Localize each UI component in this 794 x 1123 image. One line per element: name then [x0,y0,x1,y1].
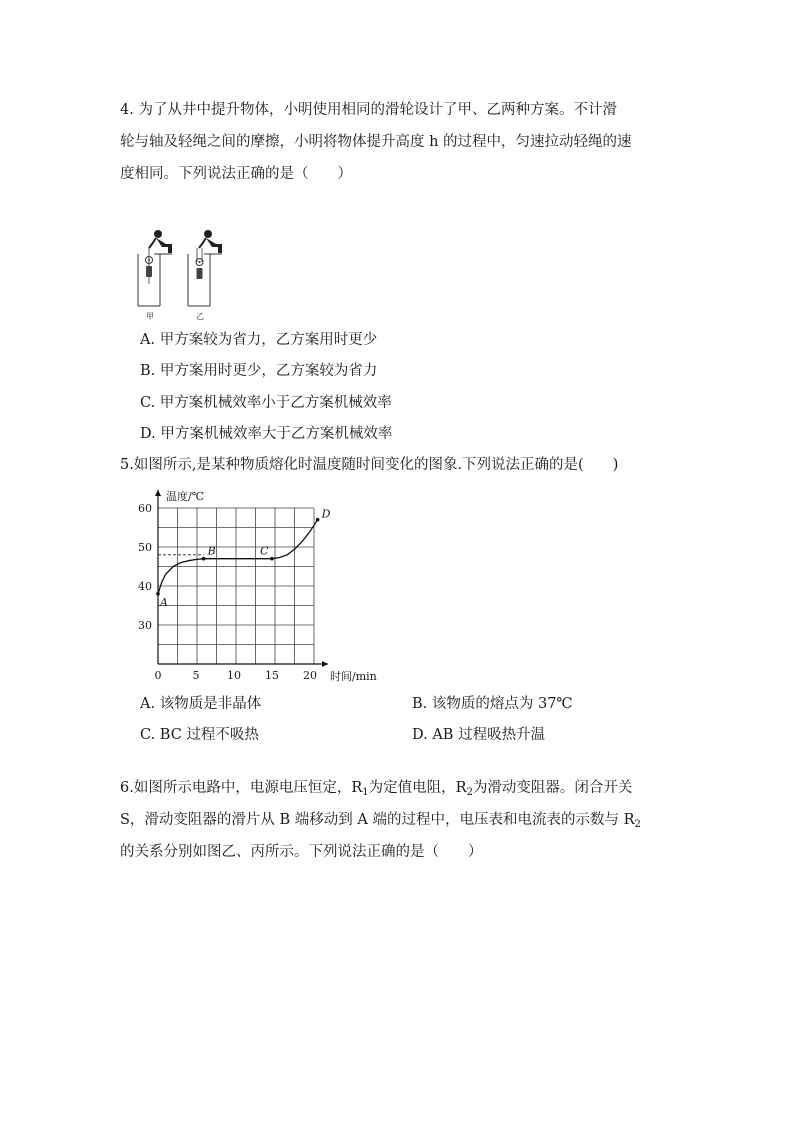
q4-stem-line1: 4. 为了从井中提升物体，小明使用相同的滑轮设计了甲、乙两种方案。不计滑 [120,102,617,118]
x-tick-label: 15 [265,669,279,682]
chart-ticks [138,502,317,682]
point-c [270,557,274,561]
x-tick-label: 20 [303,669,317,682]
q6-line1-part-b: 为定值电阻，R [368,780,467,796]
q4-option-d: D. 甲方案机械效率大于乙方案机械效率 [140,426,393,442]
q6-line2-part-a: S，滑动变阻器的滑片从 B 端移动到 A 端的过程中，电压表和电流表的示数与 R [120,812,635,828]
q5-option-c: C. BC 过程不吸热 [140,727,259,743]
r1-subscript: 1 [362,787,369,798]
q6-stem-line2 [120,810,641,830]
chart-series [158,520,318,594]
x-axis-label: 时间/min [330,670,377,683]
chart-grid [158,508,314,664]
well-yi [188,230,222,306]
y-tick-label: 50 [138,541,152,554]
point-b [202,557,206,561]
q5-option-a: A. 该物质是非晶体 [140,696,262,712]
y-tick-label: 60 [138,502,152,515]
label-yi: 乙 [196,312,204,321]
pulley-figure [132,222,242,322]
r2-subscript: 2 [466,787,473,798]
y-tick-label: 30 [138,619,152,632]
temperature-curve [158,520,318,594]
q6-stem-line1 [120,778,632,798]
y-axis-arrow [155,490,161,496]
x-axis-arrow [322,661,328,667]
y-axis-label: 温度/℃ [166,490,205,503]
r2-subscript-line2: 2 [634,819,641,830]
point-label-d: D [321,507,331,521]
x-tick-label: 0 [154,669,162,682]
x-tick-label: 5 [192,669,200,682]
point-d [316,518,320,522]
well-jia [138,230,172,306]
q4-option-a: A. 甲方案较为省力，乙方案用时更少 [140,332,378,348]
point-label-c: C [260,544,269,558]
x-tick-label: 10 [227,669,241,682]
point-label-a: A [160,595,168,609]
q6-stem-line3: 的关系分别如图乙、丙所示。下列说法正确的是（ ） [120,844,483,860]
q5-stem: 5.如图所示,是某种物质熔化时温度随时间变化的图象.下列说法正确的是( ) [120,457,619,473]
chart-axes [155,490,328,667]
y-tick-label: 40 [138,580,152,593]
label-jia: 甲 [146,312,154,321]
point-label-b: B [207,544,216,558]
q4-option-c: C. 甲方案机械效率小于乙方案机械效率 [140,395,392,411]
q5-option-b: B. 该物质的熔点为 37℃ [412,696,573,712]
q5-option-d: D. AB 过程吸热升温 [412,727,546,743]
q6-line1-part-c: 为滑动变阻器。闭合开关 [472,780,633,796]
q4-stem-line2: 轮与轴及轻绳之间的摩擦，小明将物体提升高度 h 的过程中，匀速拉动轻绳的速 [120,134,632,150]
q4-stem-line3: 度相同。下列说法正确的是（ ） [120,166,352,182]
q6-line1-part-a: 6.如图所示电路中，电源电压恒定，R [120,780,363,796]
melting-curve-chart [132,480,392,690]
q4-option-b: B. 甲方案用时更少，乙方案较为省力 [140,363,378,379]
